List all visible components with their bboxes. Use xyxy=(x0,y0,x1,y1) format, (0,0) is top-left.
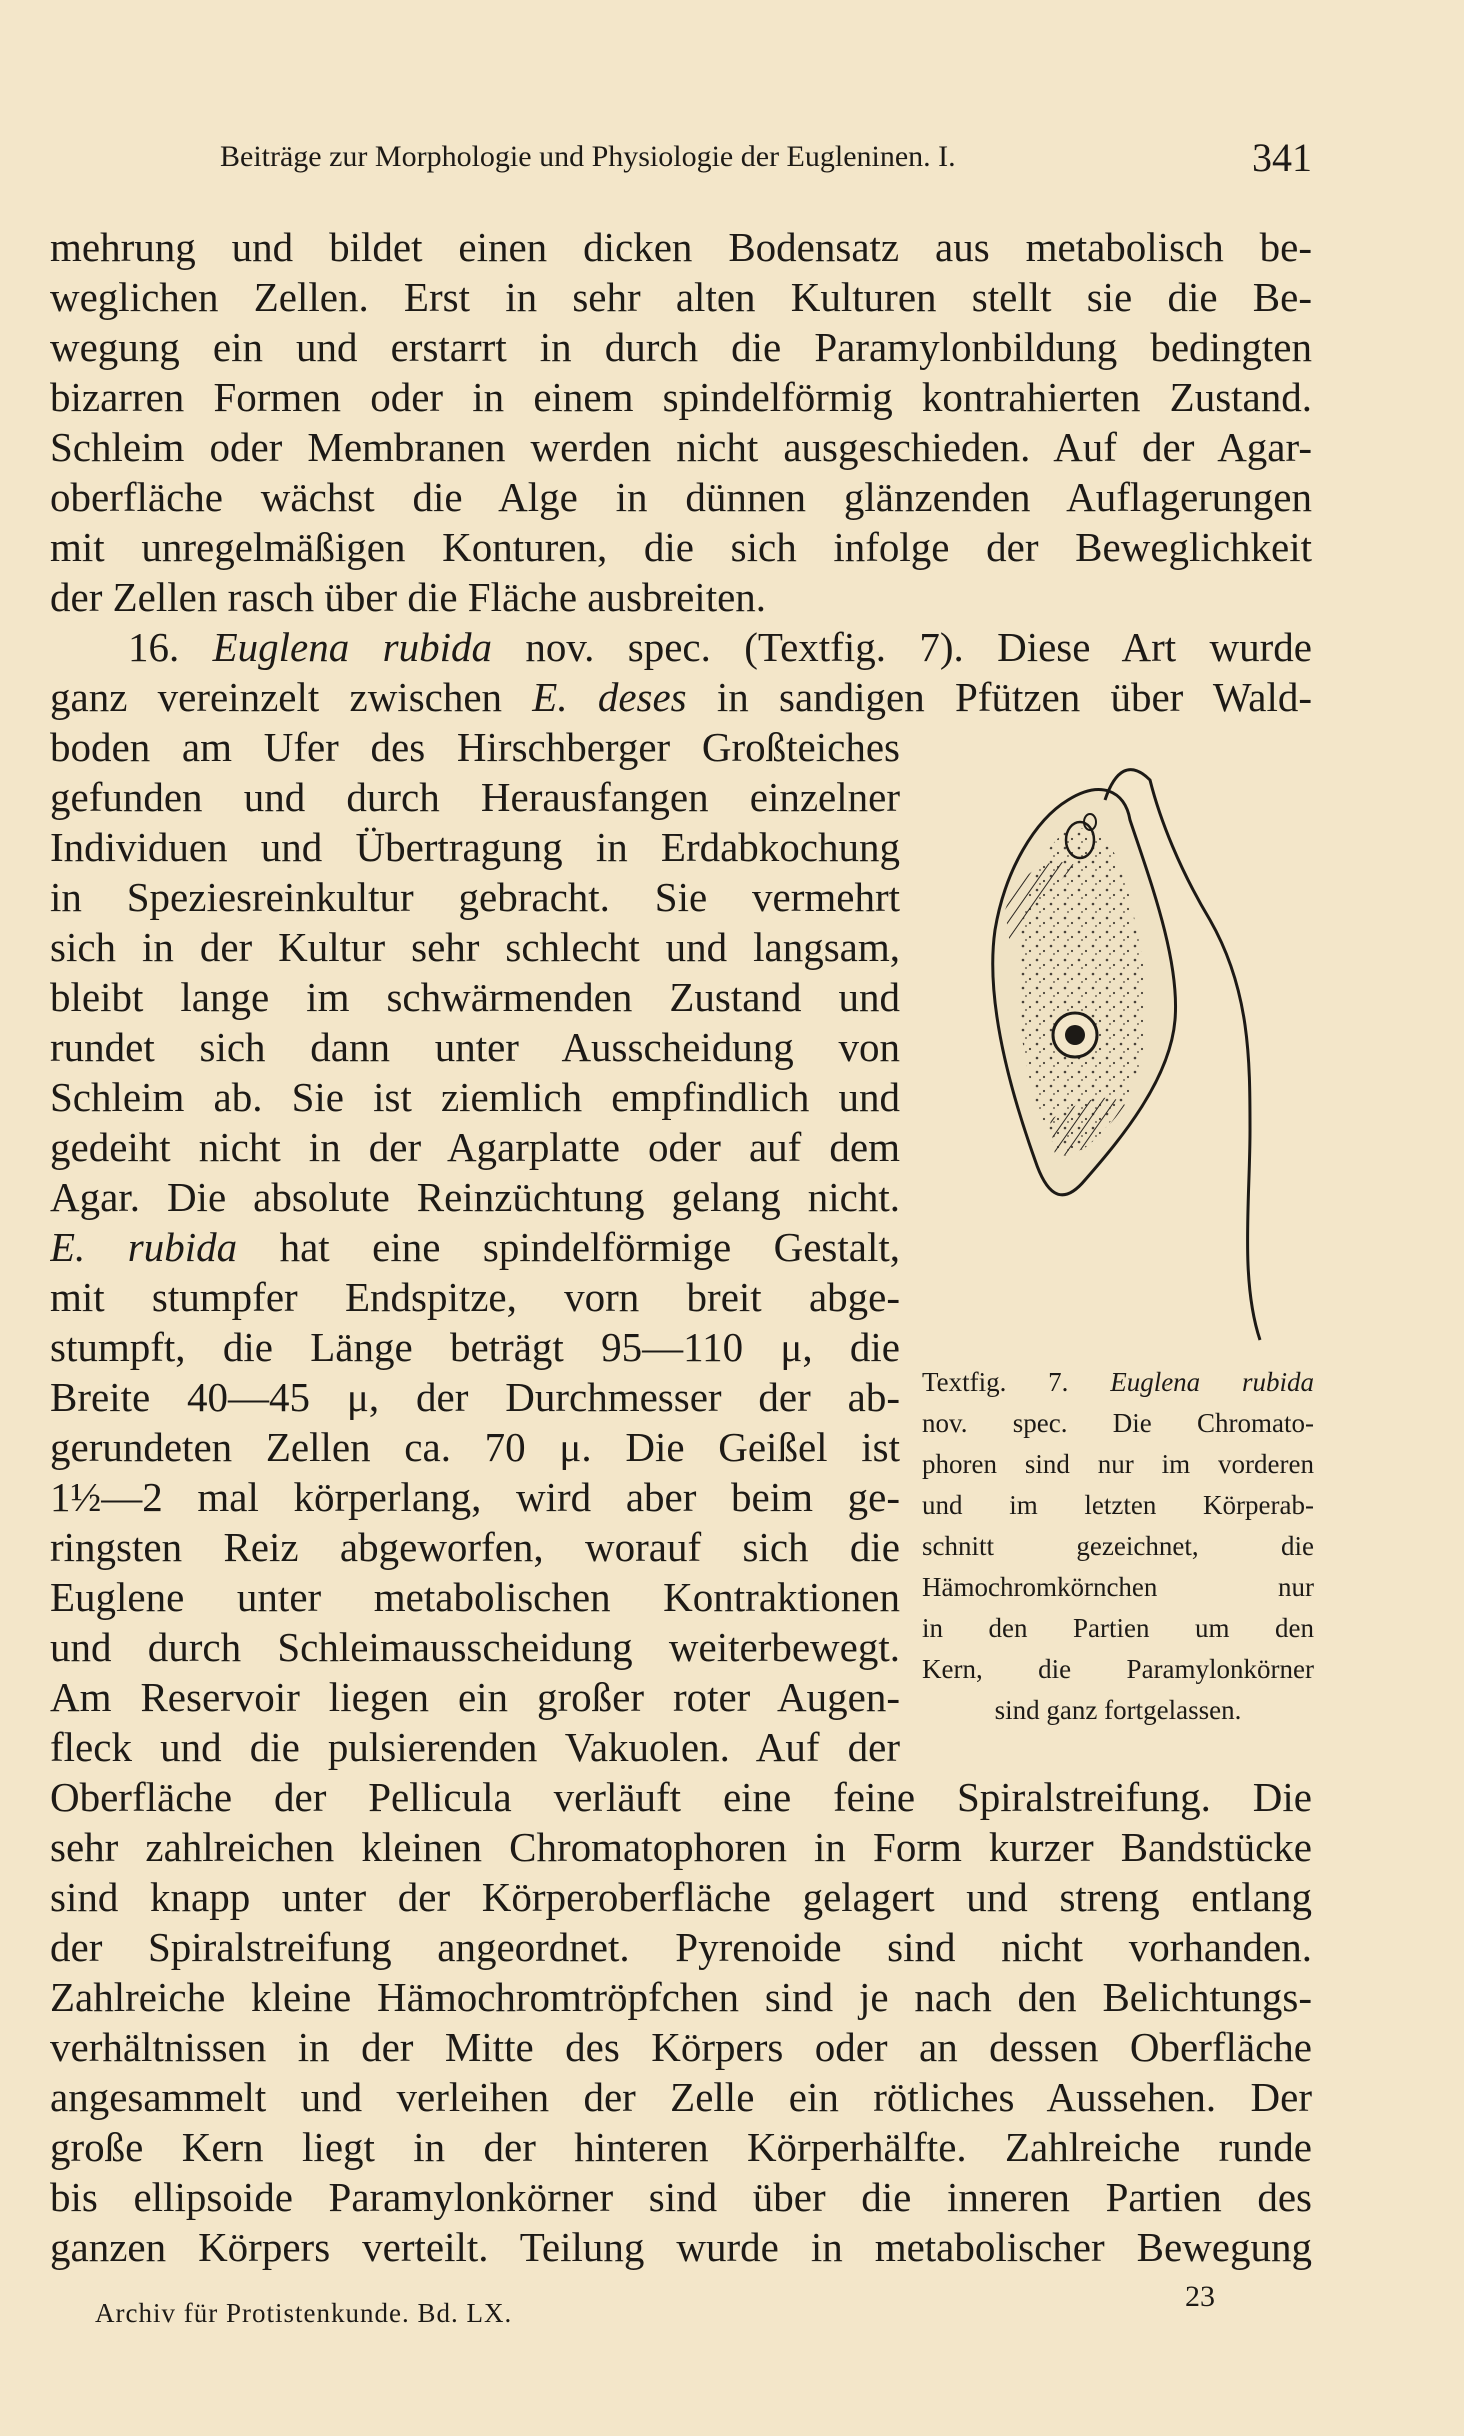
text-line: bizarren Formen oder in einem spindelförmig kontrahierten Zustand. xyxy=(50,374,1312,420)
caption-line: phoren sind nur im vorderen xyxy=(922,1449,1314,1479)
caption-species: Euglena rubida xyxy=(1110,1367,1314,1397)
text-line: verhältnissen in der Mitte des Körpers oder an dessen Oberfläche xyxy=(50,2024,1312,2070)
caption-line: in den Partien um den xyxy=(922,1613,1314,1643)
text-line: mehrung und bildet einen dicken Bodensatz aus metabolisch be- xyxy=(50,224,1312,270)
text-line: bleibt lange im schwärmenden Zustand und xyxy=(50,974,900,1020)
text-line: weglichen Zellen. Erst in sehr alten Kulturen stellt sie die Be- xyxy=(50,274,1312,320)
text-line: der Zellen rasch über die Fläche ausbreiten. xyxy=(50,574,767,620)
running-title: Beiträge zur Morphologie und Physiologie der Eugleninen. I. xyxy=(220,140,956,173)
species-name: Euglena rubida xyxy=(212,624,492,670)
text-line: Schleim ab. Sie ist ziemlich empfindlich und xyxy=(50,1074,900,1120)
text-line: sich in der Kultur sehr schlecht und langsam, xyxy=(50,924,900,970)
text-line: E. rubida hat eine spindelförmige Gestalt, xyxy=(50,1224,900,1270)
text-line: stumpft, die Länge beträgt 95—110 μ, die xyxy=(50,1324,900,1370)
text-line: Am Reservoir liegen ein großer roter Augen- xyxy=(50,1674,900,1720)
text-line: boden am Ufer des Hirschberger Großteiches xyxy=(50,724,900,770)
euglena-figure xyxy=(950,760,1330,1360)
text-line: Individuen und Übertragung in Erdabkochung xyxy=(50,824,900,870)
caption-line: schnitt gezeichnet, die xyxy=(922,1531,1314,1561)
text-line: wegung ein und erstarrt in durch die Paramylonbildung bedingten xyxy=(50,324,1312,370)
nucleolus xyxy=(1065,1025,1085,1045)
page-footer xyxy=(95,2280,1215,2340)
text-line: sehr zahlreichen kleinen Chromatophoren in Form kurzer Bandstücke xyxy=(50,1824,1312,1870)
text-line: Euglene unter metabolischen Kontraktionen xyxy=(50,1574,900,1620)
text-line: fleck und die pulsierenden Vakuolen. Auf der xyxy=(50,1724,900,1770)
species-name: E. rubida xyxy=(50,1224,238,1270)
text-line: mit unregelmäßigen Konturen, die sich infolge der Beweglichkeit xyxy=(50,524,1312,570)
text-line: in Speziesreinkultur gebracht. Sie vermehrt xyxy=(50,874,900,920)
text-line: bis ellipsoide Paramylonkörner sind über die inneren Partien des xyxy=(50,2174,1312,2220)
caption-line: und im letzten Körperab- xyxy=(922,1490,1314,1520)
text-line: sind knapp unter der Körperoberfläche gelagert und streng entlang xyxy=(50,1874,1312,1920)
journal-name: Archiv für Protistenkunde. Bd. LX. xyxy=(95,2298,513,2328)
text-line: ringsten Reiz abgeworfen, worauf sich die xyxy=(50,1524,900,1570)
text-line: Breite 40—45 μ, der Durchmesser der ab- xyxy=(50,1374,900,1420)
text-line: ganzen Körpers verteilt. Teilung wurde in metabolischer Bewegung xyxy=(50,2224,1312,2270)
text-line: angesammelt und verleihen der Zelle ein rötliches Aussehen. Der xyxy=(50,2074,1312,2120)
caption-line: Kern, die Paramylonkörner xyxy=(922,1654,1314,1684)
text-line: der Spiralstreifung angeordnet. Pyrenoide sind nicht vorhanden. xyxy=(50,1924,1312,1970)
figure-caption xyxy=(922,1362,1314,1731)
caption-line: nov. spec. Die Chromato- xyxy=(922,1408,1314,1438)
running-header xyxy=(220,135,1312,184)
text-line: oberfläche wächst die Alge in dünnen glänzenden Auflagerungen xyxy=(50,474,1312,520)
text-line: Schleim oder Membranen werden nicht ausgeschieden. Auf der Agar- xyxy=(50,424,1312,470)
species-name: E. deses xyxy=(532,674,687,720)
text-line: gedeiht nicht in der Agarplatte oder auf dem xyxy=(50,1124,900,1170)
text-line: gerundeten Zellen ca. 70 μ. Die Geißel ist xyxy=(50,1424,900,1470)
text-line: große Kern liegt in der hinteren Körperhälfte. Zahlreiche runde xyxy=(50,2124,1312,2170)
text-line: Agar. Die absolute Reinzüchtung gelang nicht. xyxy=(50,1174,900,1220)
text-line: gefunden und durch Herausfangen einzelner xyxy=(50,774,900,820)
caption-line: Textfig. 7. Euglena rubida xyxy=(922,1367,1314,1397)
text-line: 1½—2 mal körperlang, wird aber beim ge- xyxy=(50,1474,900,1520)
section-heading-line: 16. Euglena rubida nov. spec. (Textfig. 7). Diese Art wurde xyxy=(128,624,1312,670)
text-line: ganz vereinzelt zwischen E. deses in sandigen Pfützen über Wald- xyxy=(50,674,1312,720)
page-number: 341 xyxy=(1252,135,1312,180)
text-line: rundet sich dann unter Ausscheidung von xyxy=(50,1024,900,1070)
text-line: und durch Schleimausscheidung weiterbewegt. xyxy=(50,1624,900,1670)
text-line: Zahlreiche kleine Hämochromtröpfchen sind je nach den Belichtungs- xyxy=(50,1974,1312,2020)
text-line: mit stumpfer Endspitze, vorn breit abge- xyxy=(50,1274,900,1320)
caption-line: Hämochromkörnchen nur xyxy=(922,1572,1314,1602)
signature-mark: 23 xyxy=(1185,2280,1215,2313)
text-line: Oberfläche der Pellicula verläuft eine feine Spiralstreifung. Die xyxy=(50,1774,1312,1820)
caption-line: sind ganz fortgelassen. xyxy=(994,1695,1242,1725)
